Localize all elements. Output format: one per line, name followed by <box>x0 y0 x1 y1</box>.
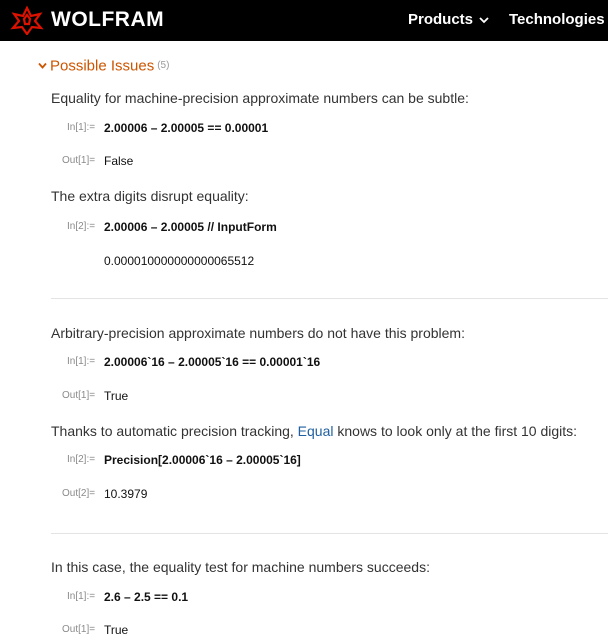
output-value: 0.000010000000000065512 <box>104 254 255 268</box>
input-code[interactable]: 2.00006 – 2.00005 // InputForm <box>104 220 277 234</box>
input-label: In[1]:= <box>67 122 96 133</box>
caption-text: Thanks to automatic precision tracking, <box>51 423 298 439</box>
example-caption: Equality for machine-precision approximate numbers can be subtle: <box>51 90 469 106</box>
input-label: In[2]:= <box>67 454 96 465</box>
output-label: Out[2]= <box>62 488 96 499</box>
example-caption: In this case, the equality test for machine numbers succeeds: <box>51 559 430 575</box>
nav-products-menu[interactable] <box>408 11 489 28</box>
brand-name[interactable]: WOLFRAM <box>51 8 165 31</box>
input-code[interactable]: Precision[2.00006`16 – 2.00005`16] <box>104 453 301 467</box>
example-caption: The extra digits disrupt equality: <box>51 188 249 204</box>
output-label: Out[1]= <box>62 390 96 401</box>
input-label: In[1]:= <box>67 356 96 367</box>
expand-caret-icon <box>38 62 47 69</box>
input-code[interactable]: 2.00006`16 – 2.00005`16 == 0.00001`16 <box>104 355 321 369</box>
top-navigation-bar <box>0 0 608 41</box>
nav-technologies-menu[interactable] <box>509 11 608 28</box>
output-value: 10.3979 <box>104 487 148 501</box>
caption-text: knows to look only at the first 10 digits: <box>333 423 578 439</box>
output-value: True <box>104 389 129 403</box>
output-label: Out[1]= <box>62 155 96 166</box>
nav-products-label: Products <box>408 11 474 28</box>
output-label: Out[1]= <box>62 624 96 635</box>
example-caption: Arbitrary-precision approximate numbers do not have this problem: <box>51 325 465 341</box>
example-divider <box>51 298 608 299</box>
input-label: In[2]:= <box>67 221 96 232</box>
example-caption <box>51 423 577 439</box>
input-code[interactable]: 2.00006 – 2.00005 == 0.00001 <box>104 121 269 135</box>
section-count: (5) <box>157 60 170 72</box>
nav-technologies-label: Technologies <box>509 11 605 28</box>
chevron-down-icon <box>479 16 489 24</box>
input-label: In[1]:= <box>67 591 96 602</box>
equal-function-link[interactable]: Equal <box>297 423 334 439</box>
section-header-possible-issues[interactable] <box>38 57 169 75</box>
wolfram-spikey-logo-icon[interactable] <box>10 5 44 35</box>
example-divider <box>51 533 608 534</box>
input-code[interactable]: 2.6 – 2.5 == 0.1 <box>104 590 189 604</box>
output-value: True <box>104 623 129 637</box>
output-value: False <box>104 154 134 168</box>
section-title: Possible Issues <box>50 57 155 75</box>
